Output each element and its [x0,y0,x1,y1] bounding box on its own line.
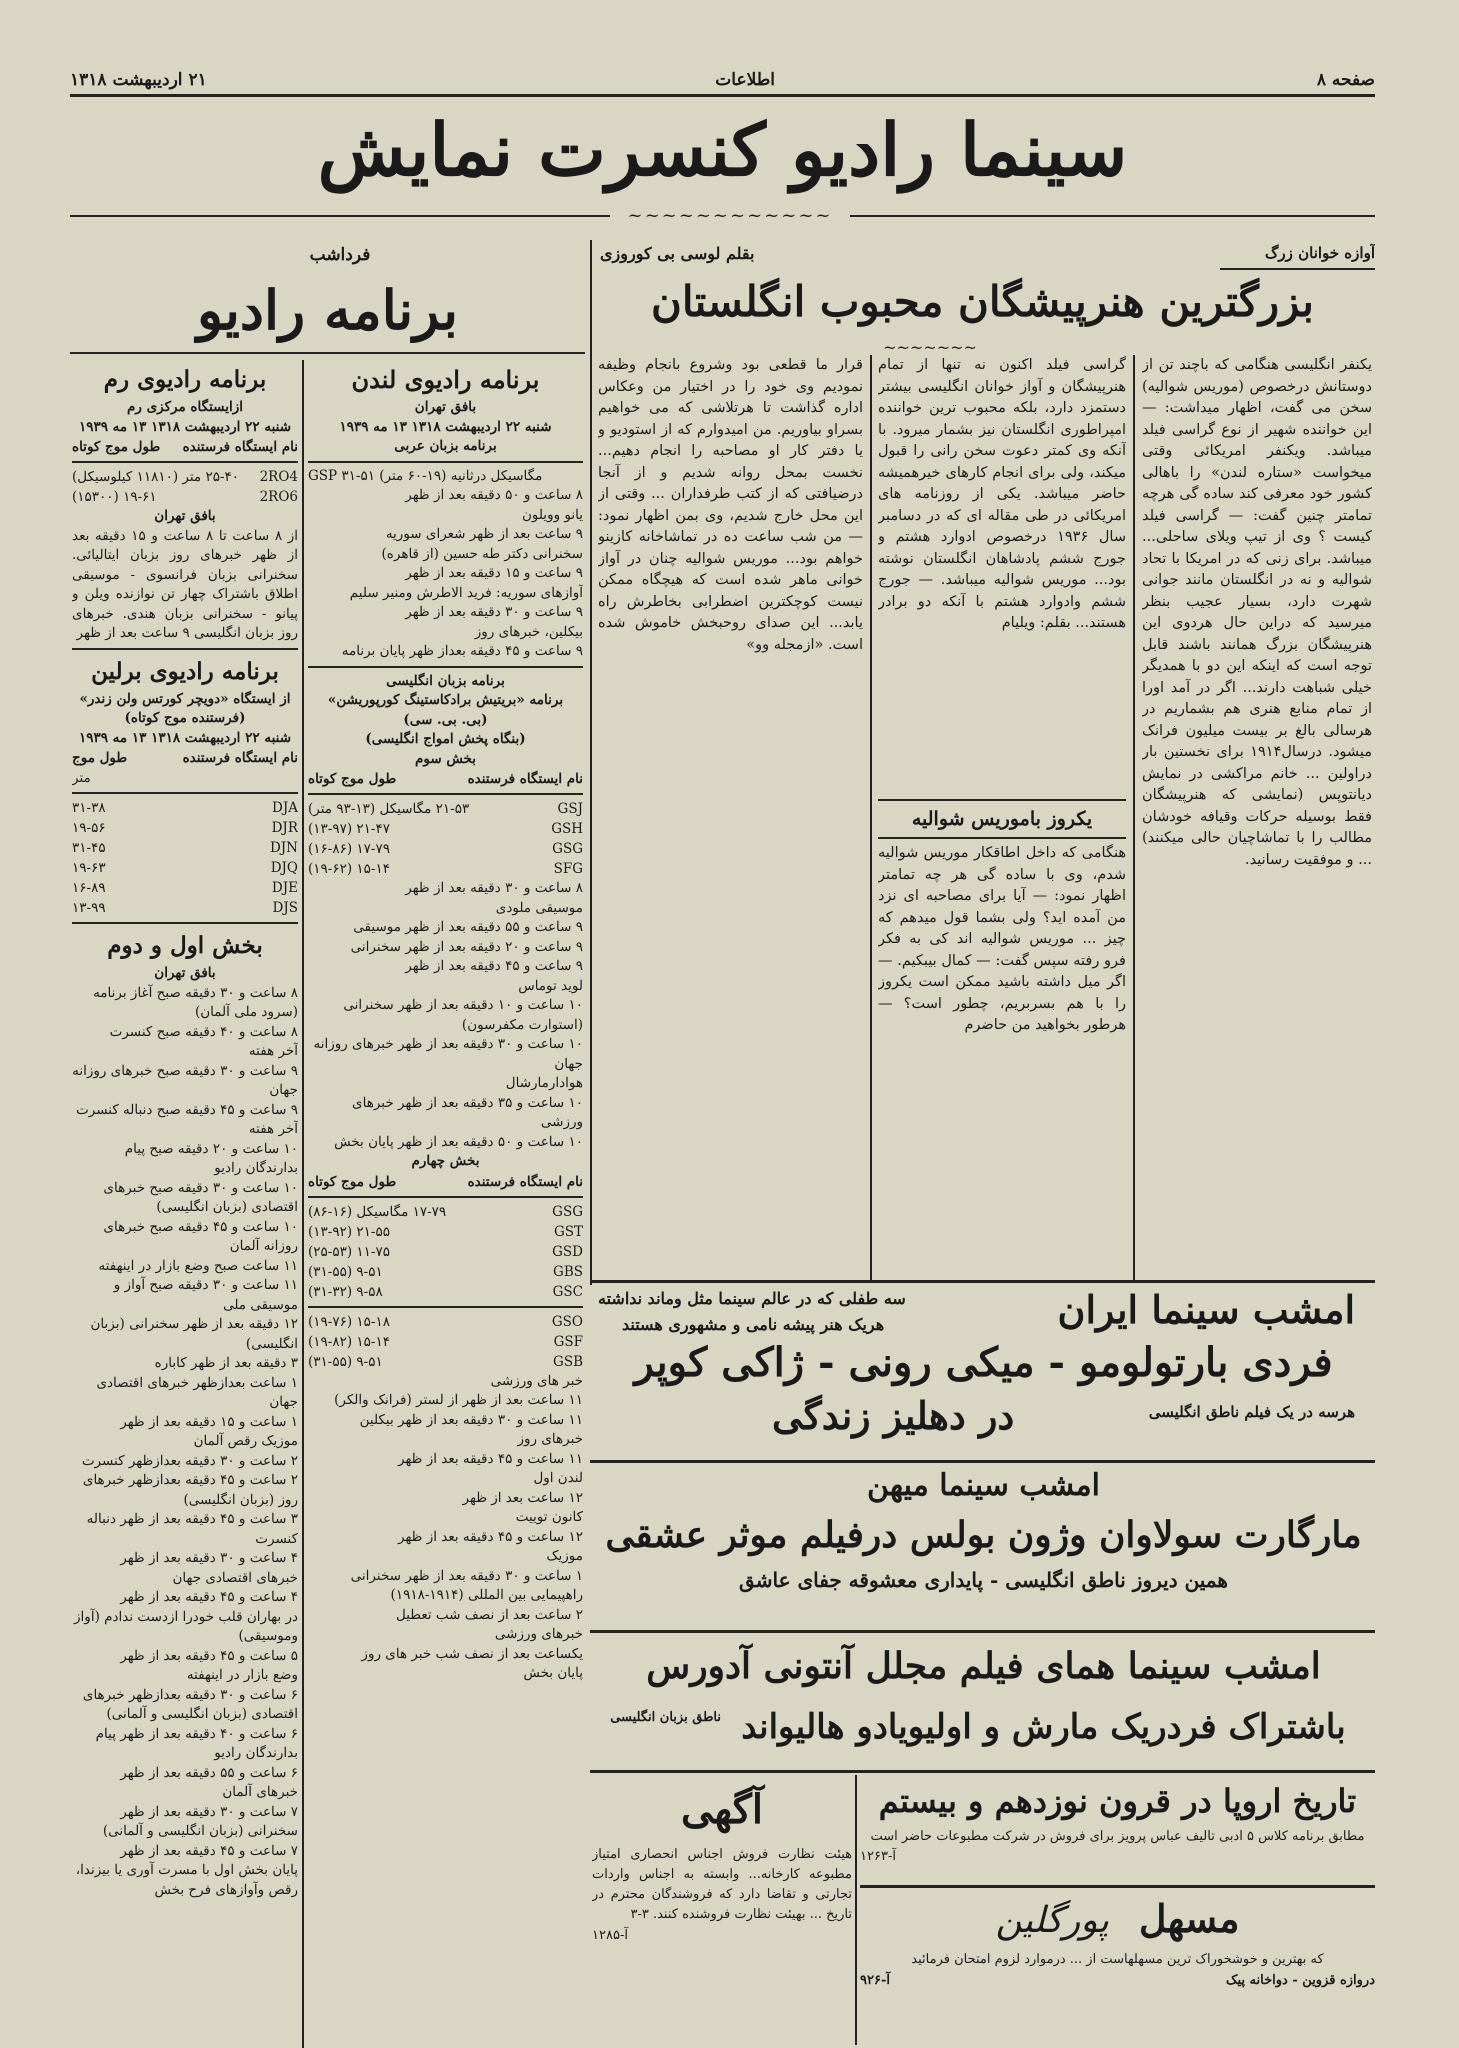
ad-notice [592,1775,852,2045]
rome-station: ازایستگاه مرکزی رم [127,399,243,415]
ad-notice-title: آگهی [681,1786,763,1833]
ad-rule-4 [860,1885,1375,1888]
radio-rule [70,352,585,354]
article-col3: قرار ما قطعی بود وشروع بانجام وظیفه نمودیم وی خود را در اختیار من وعکاس اداره گذاشت تا هرتلاشی که می خواهیم بسراو بیاوریم. من امیدوارم که از استودیو و یا دفتر کار او مصاحبه را انجام دهیم... نخست بمحل روانه شدیم و از آنجا درضیافتی که از کتب طرفداران ... وقتی از این محل خارج شدیم، وی بمن اظهار نمود: — من شب ساعت ده در تماشاخانه کازینو خواهم بود... موریس شوالیه چنان در آواز خوانی ماهر شده است که هیچگاه ممکن نیست کوچکترین اضطرابی بخاطرش راه یابد... این صدای روحبخش خاموش شده است. «ازمجله وو» [598,357,863,653]
subhead-rule-bottom [878,837,1126,839]
london-english: برنامه بزبان انگلیسی [386,672,505,689]
ad-col-rule [855,1775,857,2045]
ad-history-book [860,1775,1375,1885]
berlin-station: از ایستگاه «دویچر کورتس ولن زندر» [79,690,291,707]
london-sec3: بخش سوم [414,750,477,767]
berlin-date: شنبه ۲۲ اردیبهشت ۱۳۱۸ ۱۳ مه ۱۹۳۹ [78,729,292,746]
london-sec4: بخش چهارم [411,1153,480,1169]
london-bbc2: (بی. بی. سی) [403,711,488,728]
masthead-title: سینما رادیو کنسرت نمایش [317,107,1128,192]
rome-tehran: بافق تهران [154,508,216,524]
kicker-rule [1220,268,1375,270]
london-band: (بنگاه پخش امواج انگلیسی) [365,731,526,747]
ad-history-sub: مطابق برنامه کلاس ۵ ادبی تالیف عباس پرویز برای فروش در شرکت مطبوعات حاضر است [870,1829,1365,1844]
ad-history-code: آ-۱۲۶۳ [860,1849,896,1864]
ad-rule-2 [590,1630,1375,1633]
ad-cinema-mihan [592,1465,1375,1625]
rome-text: از ۸ ساعت تا ۸ ساعت و ۱۵ دقیقه بعد از ظهر خبرهای روز بزبان ایتالیائی. سخنرانی بزبان فرانسوی - موسیقی اطلاق باشتراک چهار تن نوازنده ویلن و پیانو - سخنرانی بزبان هندی. خبرهای روز بزبان انگلیسی ۹ ساعت بعد از ظهر [72,527,298,641]
issue-date: ۲۱ اردیبهشت ۱۳۱۸ [70,70,207,90]
ad-mihan-title: امشب سینما میهن [866,1468,1101,1503]
page-number: صفحه ۸ [1316,70,1375,90]
ad-history-title: تاریخ اروپا در قرون نوزدهم و بیستم [878,1782,1357,1820]
ad-laxative-text: که بهترین و خوشخوراک ترین مسهلهاست از ... درموارد لزوم امتحان فرمائید [911,1952,1324,1967]
ad-laxative-addr: دروازه قزوین - دواخانه پیک [1225,1973,1375,1988]
london-lines3: خبر های ورزشی ۱۱ ساعت بعد از ظهر از لستر (فرانک والکر) ۱۱ ساعت و ۳۰ دقیقه بعد از ظهر بیکلین خبرهای روز ۱۱ ساعت و ۴۵ دقیقه بعد از ظهر لندن اول ۱۲ ساعت بعد از ظهر کانون توییت ۱۲ ساعت و ۴۵ دقیقه بعد از ظهر موزیک ۱ ساعت و ۳۰ دقیقه بعد از ظهر سخنرانی راهپیمایی بین المللی (۱۹۱۴-۱۹۱۸) ۲ ساعت بعد از نصف شب تعطیل خبرهای ورزشی یکساعت بعد از نصف شب خبر های روز پایان بخش [334,1372,583,1681]
berlin-sub: (فرستنده موج کوتاه) [124,710,246,726]
article-col-rule-1 [1133,355,1135,1280]
london-bbc: برنامه «بریتیش برادکاستینگ کورپوریشن» [327,692,564,708]
london-stations-3: GSO ۱۵-۱۸ (۱۹-۷۶) GSF ۱۵-۱۴ (۱۹-۸۲) GSB ۹-۵۱ (۳۱-۵۵) [308,1313,583,1370]
london-column: برنامه رادیوی لندن بافق تهران شنبه ۲۲ اردیبهشت ۱۳۱۸ ۱۳ مه ۱۹۳۹ برنامه بزبان عربی GSP ۳۱-۵۱ مگاسیکل درثانیه (۱۹-۶۰ متر) ۸ ساعت و ۵۰ دقیقه بعد از ظهر یانو وویلون ۹ ساعت بعد از ظهر شعرای سوریه سخنرانی دکتر طه حسین (از قاهره) ۹ ساعت و ۱۵ دقیقه بعد از ظهر آوازهای سوریه: فرید الاطرش ومنیر سلیم ۹ ساعت و ۳۰ دقیقه بعد از ظهر بیکلین، خبرهای روز ۹ ساعت و ۴۵ دقیقه بعداز ظهر پایان برنامه برنامه بزبان انگلیسی برنامه «بریتیش برادکاستینگ کورپوریشن» (بی. بی. سی) (بنگاه پخش امواج انگلیسی) بخش سوم نام ایستگاه فرستنده طول موج کوتاه GSJ ۲۱-۵۳ مگاسیکل (۱۳-۹۳ متر) GSH ۲۱-۴۷ (۱۳-۹۷) GSG ۱۷-۷۹ (۱۶-۸۶) SFG ۱۵-۱۴ (۱۹-۶۲) ۸ ساعت و ۳۰ دقیقه بعد از ظهر موسیقی ملودی ۹ ساعت و ۵۵ دقیقه بعد از ظهر موسیقی ۹ ساعت و ۲۰ دقیقه بعد از ظهر سخنرانی ۹ ساعت و ۴۵ دقیقه بعد از ظهر لوید توماس ۱۰ ساعت و ۱۰ دقیقه بعد از ظهر سخنرانی (استوارت مکفرسون) ۱۰ ساعت و ۳۰ دقیقه بعد از ظهر خبرهای روزانه جهان هوادارمارشال ۱۰ ساعت و ۳۵ دقیقه بعد از ظهر خبرهای ورزشی ۱۰ ساعت و ۵۰ دقیقه بعد از ظهر پایان بخش بخش چهارم نام ایستگاه فرستنده طول موج کوتاه GSG ۱۷-۷۹ مگاسیکل (۱۶-۸۶) GST ۲۱-۵۵ (۱۳-۹۲) GSD ۱۱-۷۵ (۲۵-۵۳) GBS ۹-۵۱ (۳۱-۵۵) GSC ۹-۵۸ (۳۱-۳۲) GSO ۱۵-۱۸ (۱۹-۷۶) GSF ۱۵-۱۴ (۱۹-۸۲) GSB ۹-۵۱ (۳۱-۵۵) خبر های ورزشی ۱۱ ساعت بعد از ظهر از لستر (فرانک والکر) ۱۱ ساعت و ۳۰ دقیقه بعد از ظهر بیکلین خبرهای روز ۱۱ ساعت و ۴۵ دقیقه بعد از ظهر لندن اول ۱۲ ساعت بعد از ظهر کانون توییت ۱۲ ساعت و ۴۵ دقیقه بعد از ظهر موزیک ۱ ساعت و ۳۰ دقیقه بعد از ظهر سخنرانی راهپیمایی بین المللی (۱۹۱۴-۱۹۱۸) ۲ ساعت بعد از نصف شب تعطیل خبرهای ورزشی یکساعت بعد از نصف شب خبر های روز پایان بخش [308,362,583,2047]
london-tehran: بافق تهران [414,399,477,415]
ad-iran-tag: سه طفلی که در عالم سینما مثل وماند نداشته [598,1289,906,1308]
ad-cinema-iran [592,1285,1375,1455]
article-col1: یکنفر انگلیسی هنگامی که باچند تن از دوستانش درخصوص (موریس شوالیه) سخن می گفت، اظهار میداشت: — این خواننده شهیر از نوع گراسی فیلد میباشد. ویکنفر امریکائی وقتی میخواست «ستاره لندن» را باهالی کشور خود معرفی کند ساده گی هرچه تمامتر چنین گفت: — گراسی فیلد کیست ؟ وی از تیپ ویلای ساحلی... میباشد. برای زنی که در امریکا با تحاد شوالیه و نه در انگلستان مانند جوانی شهرت دارد، بسیار عجیب بنظر میرسید که دراین حال هردوی این هنرپیشگان بزرگ همانند باشند قابل توجه است که اینکه این دو با همدیگر خیلی شباهت دارند... اگر در آمد اورا از تمام منابع هنری هم بشماریم در هرسالی بالغ بر بیست میلیون فرانک میشود. درسال۱۹۱۴ برای نخستین بار دراولین ... خانم مراکشی در نمایش دیانتوپس (نمایشی که هنرپیشگان فقط بوسیله حرکات وقیافه خودشان مطالب را با تماشاچیان حالی میکنند) ... و موفقیت رسانید. [1142,357,1372,868]
ad-iran-tag2: هریک هنر پیشه نامی و مشهوری هستند [622,1315,885,1334]
ad-iran-names: فردی بارتولومو - میکی رونی - ژاکی کوپر [634,1339,1333,1386]
rome-title: برنامه رادیوی رم [103,366,267,393]
paper-name: اطلاعات [715,70,775,90]
ad-mihan-line2: همین دیروز ناطق انگلیسی - پایداری معشوقه جفای عاشق [739,1568,1228,1592]
london-gsp: GSP ۳۱-۵۱ مگاسیکل درثانیه (۱۹-۶۰ متر) [308,467,543,484]
london-lines2: ۸ ساعت و ۳۰ دقیقه بعد از ظهر موسیقی ملودی ۹ ساعت و ۵۵ دقیقه بعد از ظهر موسیقی ۹ ساعت و ۲۰ دقیقه بعد از ظهر سخنرانی ۹ ساعت و ۴۵ دقیقه بعد از ظهر لوید توماس ۱۰ ساعت و ۱۰ دقیقه بعد از ظهر سخنرانی (استوارت مکفرسون) ۱۰ ساعت و ۳۰ دقیقه بعد از ظهر خبرهای روزانه جهان هوادارمارشال ۱۰ ساعت و ۳۵ دقیقه بعد از ظهر خبرهای ورزشی ۱۰ ساعت و ۵۰ دقیقه بعد از ظهر پایان بخش [313,880,583,1150]
article-subhead: یکروز باموریس شوالیه [911,808,1093,830]
london-stations-2: GSG ۱۷-۷۹ مگاسیکل (۱۶-۸۶) GST ۲۱-۵۵ (۱۳-۹۲) GSD ۱۱-۷۵ (۲۵-۵۳) GBS ۹-۵۱ (۳۱-۵۵) GSC ۹-۵۸ (۳۱-۳۲) [308,1203,583,1300]
article-byline: بقلم لوسی بی کوروزی [600,244,755,263]
ornament: ~~~~~~~~~~~~ [627,205,833,226]
ad-laxative [860,1890,1375,2040]
ad-laxative-code: آ-۹۲۶ [860,1973,890,1988]
ad-homa-line2: باشتراک فردریک مارش و اولیویادو هالیواند [741,1707,1346,1747]
ad-rule-1 [590,1460,1375,1463]
page-header [70,70,1375,92]
article-left-rule [590,240,592,1285]
article-col2: گراسی فیلد اکنون نه تنها از تمام هنرپیشگان و آواز خوانان انگلیسی بیشتر دستمزد دارد، بلکه محبوب ترین خواننده امپراطوری انگلستان نیز بشمار میرود. با آنکه وی کمتر دعوت سخن رانی را قبول میکند، ولی برای انجام کارهای خیرهمیشه حاضر میباشد. یکی از روزنامه های امریکائی در طی مقاله ای که در دسامبر سال ۱۹۳۶ درخصوص ادوارد هشتم و جورج ششم پادشاهان انگلستان نوشته بود... موریس شوالیه میباشد. — جورج ششم وادوارد هشتم با آنکه دو برادر هستند... بقلم: ویلیام [878,357,1126,631]
ad-homa-note: ناطق بزبان انگلیسی [610,1710,721,1725]
berlin-thead: نام ایستگاه فرستنده طول موج [72,750,298,766]
ad-iran-title: امشب سینما ایران [1057,1287,1355,1332]
subhead-rule-top [878,799,1126,801]
ad-iran-film: در دهلیز زندگی [772,1393,1015,1438]
article-col-rule-2 [870,355,872,1280]
london-title: برنامه رادیوی لندن [351,365,540,394]
part12-title: بخش اول و دوم [107,932,263,959]
part12-tehran: بافق تهران [154,965,216,981]
rome-berlin-column: برنامه رادیوی رم ازایستگاه مرکزی رم شنبه ۲۲ اردیبهشت ۱۳۱۸ ۱۳ مه ۱۹۳۹ نام ایستگاه فرستنده طول موج کوتاه 2RO4 ۲۵-۴۰ متر (۱۱۸۱۰ کیلوسیکل) 2RO6 ۱۹-۶۱ (۱۵۳۰۰) بافق تهران از ۸ ساعت تا ۸ ساعت و ۱۵ دقیقه بعد از ظهر خبرهای روز بزبان ایتالیائی. سخنرانی بزبان فرانسوی - موسیقی اطلاق باشتراک چهار تن نوازنده ویلن و پیانو - سخنرانی بزبان هندی. خبرهای روز بزبان انگلیسی ۹ ساعت بعد از ظهر برنامه رادیوی برلین از ایستگاه «دویچر کورتس ولن زندر» (فرستنده موج کوتاه) شنبه ۲۲ اردیبهشت ۱۳۱۸ ۱۳ مه ۱۹۳۹ نام ایستگاه فرستنده طول موج متر DJA ۳۱-۳۸ DJR ۱۹-۵۶ DJN ۳۱-۴۵ DJQ ۱۹-۶۳ DJE ۱۶-۸۹ DJS ۱۳-۹۹ بخش اول و دوم بافق تهران ۸ ساعت و ۳۰ دقیقه صبح آغاز برنامه (سرود ملی آلمان) ۸ ساعت و ۴۰ دقیقه صبح کنسرت آخر هفته ۹ ساعت و ۳۰ دقیقه صبح خبرهای روزانه جهان ۹ ساعت و ۴۵ دقیقه صبح دنباله کنسرت آخر هفته ۱۰ ساعت و ۲۰ دقیقه صبح پیام بدارندگان رادیو ۱۰ ساعت و ۳۰ دقیقه صبح خبرهای اقتصادی (بزبان انگلیسی) ۱۰ ساعت و ۴۵ دقیقه صبح خبرهای روزانه آلمان ۱۱ ساعت صبح وضع بازار در اینهفته ۱۱ ساعت و ۳۰ دقیقه صبح آواز و موسیقی ملی ۱۲ دقیقه بعد از ظهر سخنرانی (بزبان انگلیسی) ۳ دقیقه بعد از ظهر کاباره ۱ ساعت بعدازظهر خبرهای اقتصادی جهان ۱ ساعت و ۱۵ دقیقه بعد از ظهر موزیک رقص آلمان ۲ ساعت و ۳۰ دقیقه بعدازظهر کنسرت ۲ ساعت و ۴۵ دقیقه بعدازظهر خبرهای روز (بزبان انگلیسی) ۳ ساعت و ۴۵ دقیقه بعد از ظهر دنباله کنسرت ۴ ساعت و ۳۰ دقیقه بعد از ظهر خبرهای اقتصادی جهان ۴ ساعت و ۴۵ دقیقه بعد از ظهر در بهاران قلب خودرا ازدست ندادم (آواز وموسیقی) ۵ ساعت و ۴۵ دقیقه بعد از ظهر وضع بازار در اینهفته ۶ ساعت و ۳۰ دقیقه بعدازظهر خبرهای اقتصادی (بزبان انگلیسی و آلمانی) ۶ ساعت و ۴۰ دقیقه بعد از ظهر پیام بدارندگان رادیو ۶ ساعت و ۵۵ دقیقه بعد از ظهر خبرهای آلمان ۷ ساعت و ۳۰ دقیقه بعد از ظهر سخنرانی (بزبان انگلیسی و آلمانی) ۷ ساعت و ۴۵ دقیقه بعد از ظهر پایان بخش اول با مسرت آوری یا بیزندا، رقص وآوازهای فرح بخش [72,362,298,2047]
part12-lines: ۸ ساعت و ۳۰ دقیقه صبح آغاز برنامه (سرود ملی آلمان) ۸ ساعت و ۴۰ دقیقه صبح کنسرت آخر هفته ۹ ساعت و ۳۰ دقیقه صبح خبرهای روزانه جهان ۹ ساعت و ۴۵ دقیقه صبح دنباله کنسرت آخر هفته ۱۰ ساعت و ۲۰ دقیقه صبح پیام بدارندگان رادیو ۱۰ ساعت و ۳۰ دقیقه صبح خبرهای اقتصادی (بزبان انگلیسی) ۱۰ ساعت و ۴۵ دقیقه صبح خبرهای روزانه آلمان ۱۱ ساعت صبح وضع بازار در اینهفته ۱۱ ساعت و ۳۰ دقیقه صبح آواز و موسیقی ملی ۱۲ دقیقه بعد از ظهر سخنرانی (بزبان انگلیسی) ۳ دقیقه بعد از ظهر کاباره ۱ ساعت بعدازظهر خبرهای اقتصادی جهان ۱ ساعت و ۱۵ دقیقه بعد از ظهر موزیک رقص آلمان ۲ ساعت و ۳۰ دقیقه بعدازظهر کنسرت ۲ ساعت و ۴۵ دقیقه بعدازظهر خبرهای روز (بزبان انگلیسی) ۳ ساعت و ۴۵ دقیقه بعد از ظهر دنباله کنسرت ۴ ساعت و ۳۰ دقیقه بعد از ظهر خبرهای اقتصادی جهان ۴ ساعت و ۴۵ دقیقه بعد از ظهر در بهاران قلب خودرا ازدست ندادم (آواز وموسیقی) ۵ ساعت و ۴۵ دقیقه بعد از ظهر وضع بازار در اینهفته ۶ ساعت و ۳۰ دقیقه بعدازظهر خبرهای اقتصادی (بزبان انگلیسی و آلمانی) ۶ ساعت و ۴۰ دقیقه بعد از ظهر پیام بدارندگان رادیو ۶ ساعت و ۵۵ دقیقه بعد از ظهر خبرهای آلمان ۷ ساعت و ۳۰ دقیقه بعد از ظهر سخنرانی (بزبان انگلیسی و آلمانی) ۷ ساعت و ۴۵ دقیقه بعد از ظهر پایان بخش اول با مسرت آوری یا بیزندا، رقص وآوازهای فرح بخش [72,984,298,1898]
london-date: شنبه ۲۲ اردیبهشت ۱۳۱۸ ۱۳ مه ۱۹۳۹ [339,418,552,435]
rome-thead: نام ایستگاه فرستنده طول موج کوتاه [72,439,298,455]
radio-kicker: فرداشب [309,245,371,265]
article-kicker: آوازه خوانان زرگ [1265,244,1375,262]
radio-col-rule [302,360,304,2048]
london-arabic: برنامه بزبان عربی [394,438,497,454]
ad-laxative-title: مسهل [1138,1896,1240,1941]
berlin-unit: متر [72,770,91,786]
ad-laxative-brand: پورگلین [995,1900,1109,1941]
ads-top-rule [590,1280,1375,1283]
rule-right [850,215,1375,217]
article-col2-wrap [878,355,1126,1275]
london-thead: نام ایستگاه فرستنده طول موج کوتاه [308,771,583,787]
article-ornament: ~~~~~~~ [883,338,977,357]
rule-left [70,215,610,217]
header-rule [70,94,1375,97]
ad-cinema-homa [592,1635,1375,1765]
ad-rule-3 [590,1770,1375,1773]
london-lines1: ۸ ساعت و ۵۰ دقیقه بعد از ظهر یانو وویلون ۹ ساعت بعد از ظهر شعرای سوریه سخنرانی دکتر طه حسین (از قاهره) ۹ ساعت و ۱۵ دقیقه بعد از ظهر آوازهای سوریه: فرید الاطرش ومنیر سلیم ۹ ساعت و ۳۰ دقیقه بعد از ظهر بیکلین، خبرهای روز ۹ ساعت و ۴۵ دقیقه بعداز ظهر پایان برنامه [341,487,583,659]
berlin-title: برنامه رادیوی برلین [91,657,279,685]
ad-iran-note: هرسه در یک فیلم ناطق انگلیسی [1148,1403,1355,1421]
berlin-stations: DJA ۳۱-۳۸ DJR ۱۹-۵۶ DJN ۳۱-۴۵ DJQ ۱۹-۶۳ DJE ۱۶-۸۹ DJS ۱۳-۹۹ [72,800,298,916]
ad-homa-line1: امشب سینما همای فیلم مجلل آنتونی آدورس [646,1645,1321,1687]
rome-date: شنبه ۲۲ اردیبهشت ۱۳۱۸ ۱۳ مه ۱۹۳۹ [78,418,292,435]
radio-title: برنامه رادیو [196,278,459,342]
article-col2b: هنگامی که داخل اطاقکار موریس شوالیه شدم، وی با ساده گی هر چه تمامتر اظهار نمود: — آیا برای مصاحبه ای نزد من آمده اید؟ ولی بشما قول میدهم که چیز ... موریس شوالیه اند کی به فکر فرو رفته سپس گفت: — کمال بیبکیم. — اگر میل داشته باشید ممکن است یکروز را با هم بسربریم، چطور است؟ — هرطور بخواهید من حاضرم [878,845,1126,1033]
ad-mihan-line1: مارگارت سولاوان وژون بولس درفیلم موثر عشقی [605,1514,1362,1556]
ad-notice-text: هیئت نظارت فروش اجناس انحصاری امتیاز مطبوعه کارخانه... وابسته به اجناس واردات تجارتی و تقاضا دارد که فروشندگان محترم در تاریخ ... بهیئت نظارت فروشنده کنند. ۳-۳ [592,1847,852,1922]
article-title: بزرگترین هنرپیشگان محبوب انگلستان [651,277,1314,326]
london-stations-1: GSJ ۲۱-۵۳ مگاسیکل (۱۳-۹۳ متر) GSH ۲۱-۴۷ (۱۳-۹۷) GSG ۱۷-۷۹ (۱۶-۸۶) SFG ۱۵-۱۴ (۱۹-۶۲) [308,801,583,877]
ad-notice-code: آ-۱۲۸۵ [592,1928,628,1943]
